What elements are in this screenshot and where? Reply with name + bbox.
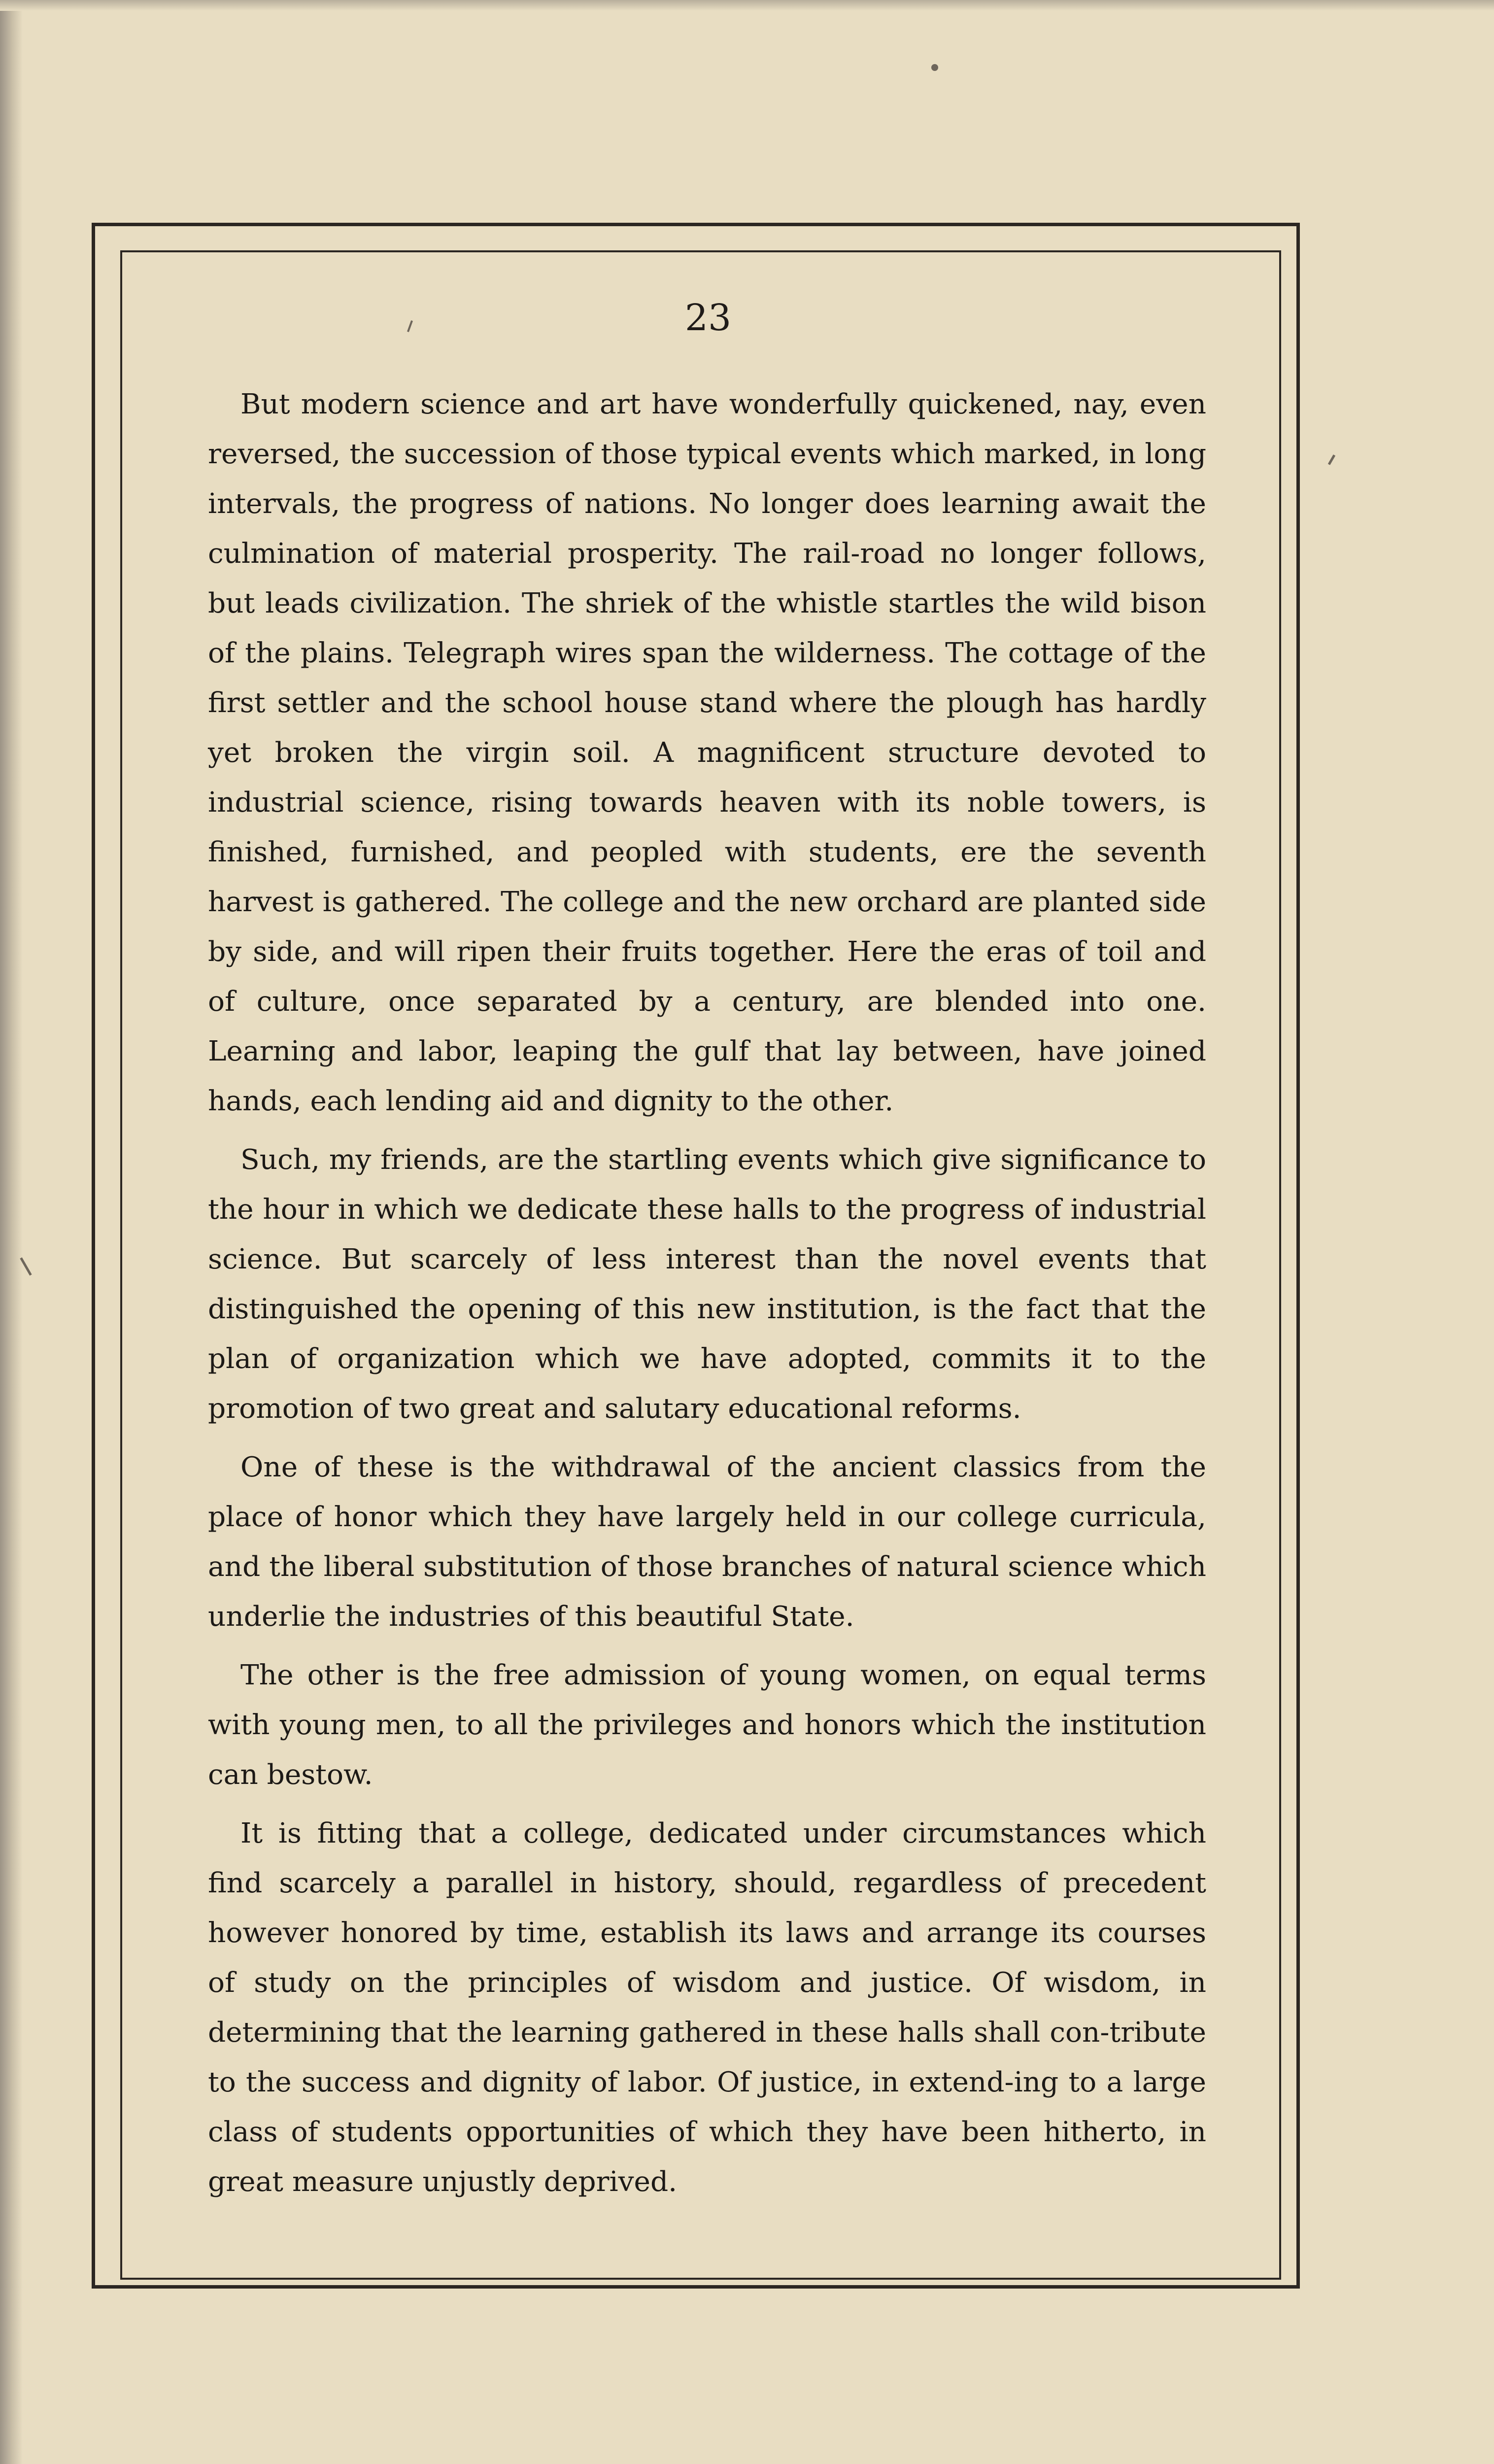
paragraph-1: But modern science and art have wonderfully quickened, nay, even reversed, the succession of those typical events which marked, in long intervals, the progress of nations. No longer does learning await the culmination of material prosperity. The rail-road no longer follows, but leads civilization. The shriek of the whistle startles the wild bison of the plains. Telegraph wires span the wilderness. The cottage of the first settler and the school house stand where the plough has hardly yet broken the virgin soil. A magnificent structure devoted to industrial science, rising towards heaven with its noble towers, is finished, furnished, and peopled with students, ere the seventh harvest is gathered. The college and the new orchard are planted side by side, and will ripen their fruits together. Here the eras of toil and of culture, once separated by a century, are blended into one. Learning and labor, leaping the gulf that lay between, have joined hands, each lending aid and dignity to the other. (208, 388, 1206, 1117)
page-number: 23 (684, 297, 732, 339)
binding-shadow (0, 0, 23, 2464)
paper-speck (931, 64, 938, 71)
paragraph-3: One of these is the withdrawal of the ancient classics from the place of honor which they have largely held in our college curricula, and the liberal substitution of those branches of natural science which underlie the industries of this beautiful State. (208, 1451, 1206, 1633)
paragraph-2: Such, my friends, are the startling events which give significance to the hour in which we dedicate these halls to the progress of industrial science. But scarcely of less interest than the novel events that distinguished the opening of this new institution, is the fact that the plan of organization which we have adopted, commits it to the promotion of two great and salutary educational reforms. (208, 1144, 1206, 1425)
paper-speck (1328, 454, 1335, 465)
paragraph-5: It is fitting that a college, dedicated under circumstances which find scarcely a parallel in history, should, regardless of precedent however honored by time, establish its laws and arrange its courses of study on the principles of wisdom and justice. Of wisdom, in determining that the learning gathered in these halls shall con-tribute to the success and dignity of labor. Of justice, in extend-ing to a large class of students opportunities of which they have been hitherto, in great measure unjustly deprived. (208, 1817, 1206, 2198)
body-text (208, 379, 1206, 2216)
paragraph-4: The other is the free admission of young women, on equal terms with young men, to all the privileges and honors which the institution can bestow. (208, 1659, 1206, 1791)
top-edge-shadow (0, 0, 1494, 11)
